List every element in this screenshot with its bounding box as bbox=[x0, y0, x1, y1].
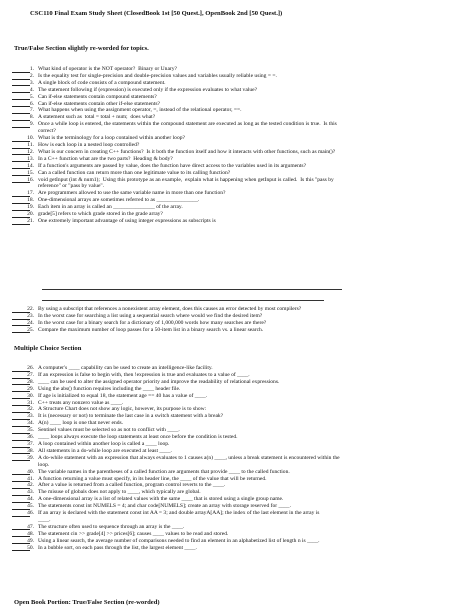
answer-blank bbox=[12, 320, 30, 327]
answer-line-2 bbox=[42, 300, 324, 301]
question-item bbox=[0, 218, 474, 225]
question-item bbox=[0, 531, 474, 538]
answer-blank bbox=[12, 163, 30, 170]
answer-blank bbox=[12, 135, 30, 142]
question-number: 13. bbox=[27, 155, 34, 162]
question-text: Compare the maximum number of loop passes for a 50-item list in a binary search vs. a linear search. bbox=[38, 326, 264, 333]
question-item bbox=[0, 455, 474, 469]
question-number: 20. bbox=[27, 211, 34, 218]
answer-blank bbox=[12, 73, 30, 80]
question-text: A do-while statement with an expression that always evaluates to 1 causes a(n) ____, unless a break statement is encountered within the loop. bbox=[38, 454, 340, 468]
question-number: 40. bbox=[27, 468, 34, 475]
question-number: 2. bbox=[29, 72, 34, 79]
question-number: 49. bbox=[27, 537, 34, 544]
tf-list-b bbox=[0, 306, 474, 334]
answer-blank bbox=[12, 476, 30, 483]
answer-blank bbox=[12, 531, 30, 538]
question-text: ____ loops always execute the loop statements at least once before the condition is tested. bbox=[38, 434, 238, 441]
open-book-heading: Open Book Portion: True/False Section (re-worded) bbox=[14, 599, 160, 606]
question-number: 26. bbox=[27, 365, 34, 371]
question-item bbox=[0, 135, 474, 142]
question-number: 33. bbox=[27, 413, 34, 420]
question-number: 21. bbox=[27, 217, 34, 224]
answer-blank bbox=[12, 156, 30, 163]
answer-blank bbox=[12, 197, 30, 204]
answer-blank bbox=[12, 66, 30, 73]
answer-blank bbox=[12, 469, 30, 476]
question-text: In a bubble sort, on each pass through the list, the largest element ____. bbox=[38, 544, 197, 551]
question-item bbox=[0, 393, 474, 400]
answer-blank bbox=[12, 204, 30, 211]
answer-blank bbox=[12, 114, 30, 121]
question-text: Sentinel values must be selected so as not to conflict with ____. bbox=[38, 427, 180, 434]
question-text: What kind of operator is the NOT operator? Binary or Unary? bbox=[38, 66, 177, 72]
question-number: 18. bbox=[27, 197, 34, 204]
question-text: A statement such as total = total + num; does what? bbox=[38, 114, 156, 121]
question-number: 47. bbox=[27, 523, 34, 530]
question-text: A function returning a value must specify, in its header line, the ____ of the value that will be returned. bbox=[38, 475, 267, 482]
question-item bbox=[0, 327, 474, 334]
answer-blank bbox=[12, 313, 30, 320]
answer-blank bbox=[12, 489, 30, 496]
question-item bbox=[0, 156, 474, 163]
answer-line-1 bbox=[42, 289, 342, 290]
answer-blank bbox=[12, 170, 30, 177]
question-item bbox=[0, 107, 474, 114]
question-number: 23. bbox=[27, 312, 34, 319]
answer-blank bbox=[12, 441, 30, 448]
question-text: Are programmers allowed to use the same variable name in more than one function? bbox=[38, 190, 226, 197]
question-number: 15. bbox=[27, 169, 34, 176]
question-number: 12. bbox=[27, 148, 34, 155]
question-text: C++ treats any nonzero value as ____. bbox=[38, 399, 124, 406]
question-item bbox=[0, 121, 474, 135]
question-number: 30. bbox=[27, 392, 34, 399]
answer-blank bbox=[12, 400, 30, 407]
answer-blank bbox=[12, 177, 30, 184]
question-item bbox=[0, 538, 474, 545]
answer-blank bbox=[12, 142, 30, 149]
question-text: The statement following if (expression) is executed only if the expression evaluates to what value? bbox=[38, 86, 258, 93]
question-number: 39. bbox=[27, 454, 34, 461]
answer-blank bbox=[12, 149, 30, 156]
question-number: 28. bbox=[27, 378, 34, 385]
question-number: 1. bbox=[29, 66, 34, 72]
question-text: In the worst case for searching a list using a sequential search where would we find the desired item? bbox=[38, 312, 263, 319]
question-number: 14. bbox=[27, 162, 34, 169]
question-number: 7. bbox=[29, 107, 34, 114]
question-text: How is each loop in a nested loop controlled? bbox=[38, 141, 140, 148]
question-item bbox=[0, 524, 474, 531]
question-item bbox=[0, 386, 474, 393]
answer-blank bbox=[12, 503, 30, 510]
tf-heading: True/False Section slightly re-worded for topics. bbox=[14, 45, 149, 52]
answer-blank bbox=[12, 121, 30, 128]
question-text: In the worst case for a binary search for a dictionary of 1,000,000 words how many searches are there? bbox=[38, 319, 267, 326]
answer-blank bbox=[12, 413, 30, 420]
question-number: 6. bbox=[29, 100, 34, 107]
question-text: If a function's arguments are passed by value, does the function have direct access to the variables used in its arguments? bbox=[38, 162, 307, 169]
answer-blank bbox=[12, 482, 30, 489]
question-number: 31. bbox=[27, 399, 34, 406]
question-text: The statement cin >> grade[4] >> prices[6]; causes ____ values to be read and stored. bbox=[38, 530, 229, 537]
answer-blank bbox=[12, 365, 30, 372]
question-text: Using a linear search, the average number of comparisons needed to find an element in an alphabetized list of length n is ____. bbox=[38, 537, 320, 544]
question-item bbox=[0, 204, 474, 211]
question-number: 32. bbox=[27, 406, 34, 413]
question-text: A one-dimensional array is a list of related values with the same ____ that is stored using a single group name. bbox=[38, 496, 284, 503]
question-item bbox=[0, 441, 474, 448]
question-text: Can a called function can return more than one legitimate value to its calling function? bbox=[38, 169, 231, 176]
question-number: 3. bbox=[29, 79, 34, 86]
question-text: The variable names in the parentheses of a called function are arguments that provide ____ to the called function. bbox=[38, 468, 290, 475]
question-item bbox=[0, 80, 474, 87]
question-text: One-dimensional arrays are sometimes referred to as _______________. bbox=[38, 197, 200, 204]
answer-blank bbox=[12, 455, 30, 462]
question-item bbox=[0, 400, 474, 407]
question-text: If age is initialized to equal 18, the statement age == 40 has a value of ____. bbox=[38, 392, 208, 399]
question-item bbox=[0, 163, 474, 170]
question-text: ____ can be used to alter the assigned operator priority and improve the readability of relational expressions. bbox=[38, 378, 280, 385]
question-text: Is the equality test for single-precision and double-precision values and variables usually reliable using = =. bbox=[38, 72, 277, 79]
question-item bbox=[0, 149, 474, 156]
answer-blank bbox=[12, 427, 30, 434]
question-text: The misuse of globals does not apply to ____, which typically are global. bbox=[38, 489, 201, 496]
question-number: 17. bbox=[27, 190, 34, 197]
question-text: If an array is declared with the statement const int AA = 3; and double arrayA[AA]; the index of the last element in the array is ____. bbox=[38, 510, 320, 523]
question-item bbox=[0, 87, 474, 94]
answer-blank bbox=[12, 87, 30, 94]
question-text: Once a while loop is entered, the statements within the compound statement are executed as long as the tested condition is true. Is this correct? bbox=[38, 121, 337, 135]
question-text: The structure often used to sequence through an array is the ____. bbox=[38, 523, 185, 530]
question-number: 37. bbox=[27, 440, 34, 447]
question-text: A single block of code consists of a compound statement. bbox=[38, 79, 166, 86]
question-number: 5. bbox=[29, 93, 34, 100]
question-item bbox=[0, 320, 474, 327]
question-item bbox=[0, 434, 474, 441]
tf-list bbox=[0, 66, 474, 225]
question-text: grade[5] refers to which grade stored in the grade array? bbox=[38, 211, 163, 218]
answer-blank bbox=[12, 434, 30, 441]
question-item bbox=[0, 142, 474, 149]
question-number: 9. bbox=[29, 121, 34, 128]
mc-list bbox=[0, 365, 474, 551]
question-text: A(n) ____ loop is one that never ends. bbox=[38, 420, 124, 427]
answer-blank bbox=[12, 190, 30, 197]
question-number: 38. bbox=[27, 447, 34, 454]
answer-blank bbox=[12, 393, 30, 400]
question-text: What is the terminology for a loop contained within another loop? bbox=[38, 135, 185, 142]
question-text: What is our concern in creating C++ functions? Is it both the function itself and how it interacts with other functions, such as main()? bbox=[38, 148, 336, 155]
question-number: 43. bbox=[27, 489, 34, 496]
question-number: 19. bbox=[27, 204, 34, 211]
question-number: 24. bbox=[27, 319, 34, 326]
question-text: Can if-else statements contain other if-else statements? bbox=[38, 100, 160, 107]
question-number: 45. bbox=[27, 503, 34, 510]
question-text: Can if-else statements contain compound statements? bbox=[38, 93, 157, 100]
question-text: After a value is returned from a called function, program control reverts to the ____. bbox=[38, 482, 226, 489]
answer-blank bbox=[12, 545, 30, 552]
question-item bbox=[0, 306, 474, 313]
question-number: 36. bbox=[27, 434, 34, 441]
answer-blank bbox=[12, 306, 30, 313]
question-item bbox=[0, 510, 474, 524]
question-text: In a C++ function what are the two parts? Heading & body? bbox=[38, 155, 173, 162]
question-number: 46. bbox=[27, 510, 34, 517]
question-text: One extremely important advantage of using integer expressions as subscripts is bbox=[38, 217, 216, 224]
question-item bbox=[0, 177, 474, 191]
answer-blank bbox=[12, 211, 30, 218]
answer-blank bbox=[12, 510, 30, 517]
question-number: 22. bbox=[27, 306, 34, 312]
question-number: 4. bbox=[29, 86, 34, 93]
answer-blank bbox=[12, 327, 30, 334]
answer-blank bbox=[12, 101, 30, 108]
question-number: 35. bbox=[27, 427, 34, 434]
question-text: void getInput (int & num1); Using this prototype as an example, explain what is happening when getInput is called. Is this "pass by reference" or "pass by value". bbox=[38, 176, 334, 190]
answer-blank bbox=[12, 538, 30, 545]
answer-blank bbox=[12, 496, 30, 503]
question-item bbox=[0, 66, 474, 73]
question-text: All statements in a do-while loop are executed at least ____. bbox=[38, 447, 172, 454]
question-number: 48. bbox=[27, 530, 34, 537]
answer-blank bbox=[12, 372, 30, 379]
question-number: 29. bbox=[27, 385, 34, 392]
answer-blank bbox=[12, 80, 30, 87]
answer-blank bbox=[12, 379, 30, 386]
answer-blank bbox=[12, 386, 30, 393]
question-item bbox=[0, 94, 474, 101]
page-title: CSC110 Final Exam Study Sheet (ClosedBook 1st [50 Quest.], OpenBook 2nd [50 Quest.]) bbox=[30, 10, 283, 17]
question-item bbox=[0, 114, 474, 121]
question-text: If an expression is false to begin with, then !expression is true and evaluates to a value of ____. bbox=[38, 371, 250, 378]
question-number: 10. bbox=[27, 135, 34, 142]
question-text: Each item in an array is called an _______________ of the array. bbox=[38, 204, 183, 211]
question-item bbox=[0, 503, 474, 510]
question-item bbox=[0, 313, 474, 320]
question-item bbox=[0, 73, 474, 80]
answer-blank bbox=[12, 448, 30, 455]
question-number: 41. bbox=[27, 475, 34, 482]
question-text: What happens when using the assignment operator, =, instead of the relational operator, ==. bbox=[38, 107, 242, 114]
question-text: A loop contained within another loop is called a ____ loop. bbox=[38, 440, 170, 447]
question-number: 42. bbox=[27, 482, 34, 489]
question-number: 16. bbox=[27, 176, 34, 183]
question-number: 34. bbox=[27, 420, 34, 427]
question-number: 44. bbox=[27, 496, 34, 503]
question-item bbox=[0, 379, 474, 386]
question-item bbox=[0, 170, 474, 177]
question-number: 50. bbox=[27, 544, 34, 551]
question-number: 8. bbox=[29, 114, 34, 121]
question-item bbox=[0, 372, 474, 379]
question-item bbox=[0, 469, 474, 476]
question-text: It is (necessary or not) to terminate the last case in a switch statement with a break? bbox=[38, 413, 224, 420]
question-text: Using the abs() function requires including the ____ header file. bbox=[38, 385, 181, 392]
question-number: 25. bbox=[27, 326, 34, 333]
answer-blank bbox=[12, 406, 30, 413]
answer-blank bbox=[12, 107, 30, 114]
question-text: A Structure Chart does not show any logic, however, its purpose is to show: bbox=[38, 406, 207, 413]
question-text: The statements const int NUMELS = 4; and char code[NUMELS]; create an array with storage reserved for ____. bbox=[38, 503, 291, 510]
answer-blank bbox=[12, 218, 30, 225]
answer-blank bbox=[12, 94, 30, 101]
question-number: 27. bbox=[27, 371, 34, 378]
question-item bbox=[0, 448, 474, 455]
question-item bbox=[0, 545, 474, 552]
question-text: A computer's ____ capability can be used to create an intelligence-like facility. bbox=[38, 365, 213, 371]
answer-blank bbox=[12, 420, 30, 427]
question-item bbox=[0, 211, 474, 218]
question-text: By using a subscript that references a nonexistent array element, does this causes an error detected by most compilers? bbox=[38, 306, 302, 312]
mc-heading: Multiple Choice Section bbox=[14, 345, 82, 352]
question-item bbox=[0, 365, 474, 372]
answer-blank bbox=[12, 524, 30, 531]
question-number: 11. bbox=[27, 141, 34, 148]
